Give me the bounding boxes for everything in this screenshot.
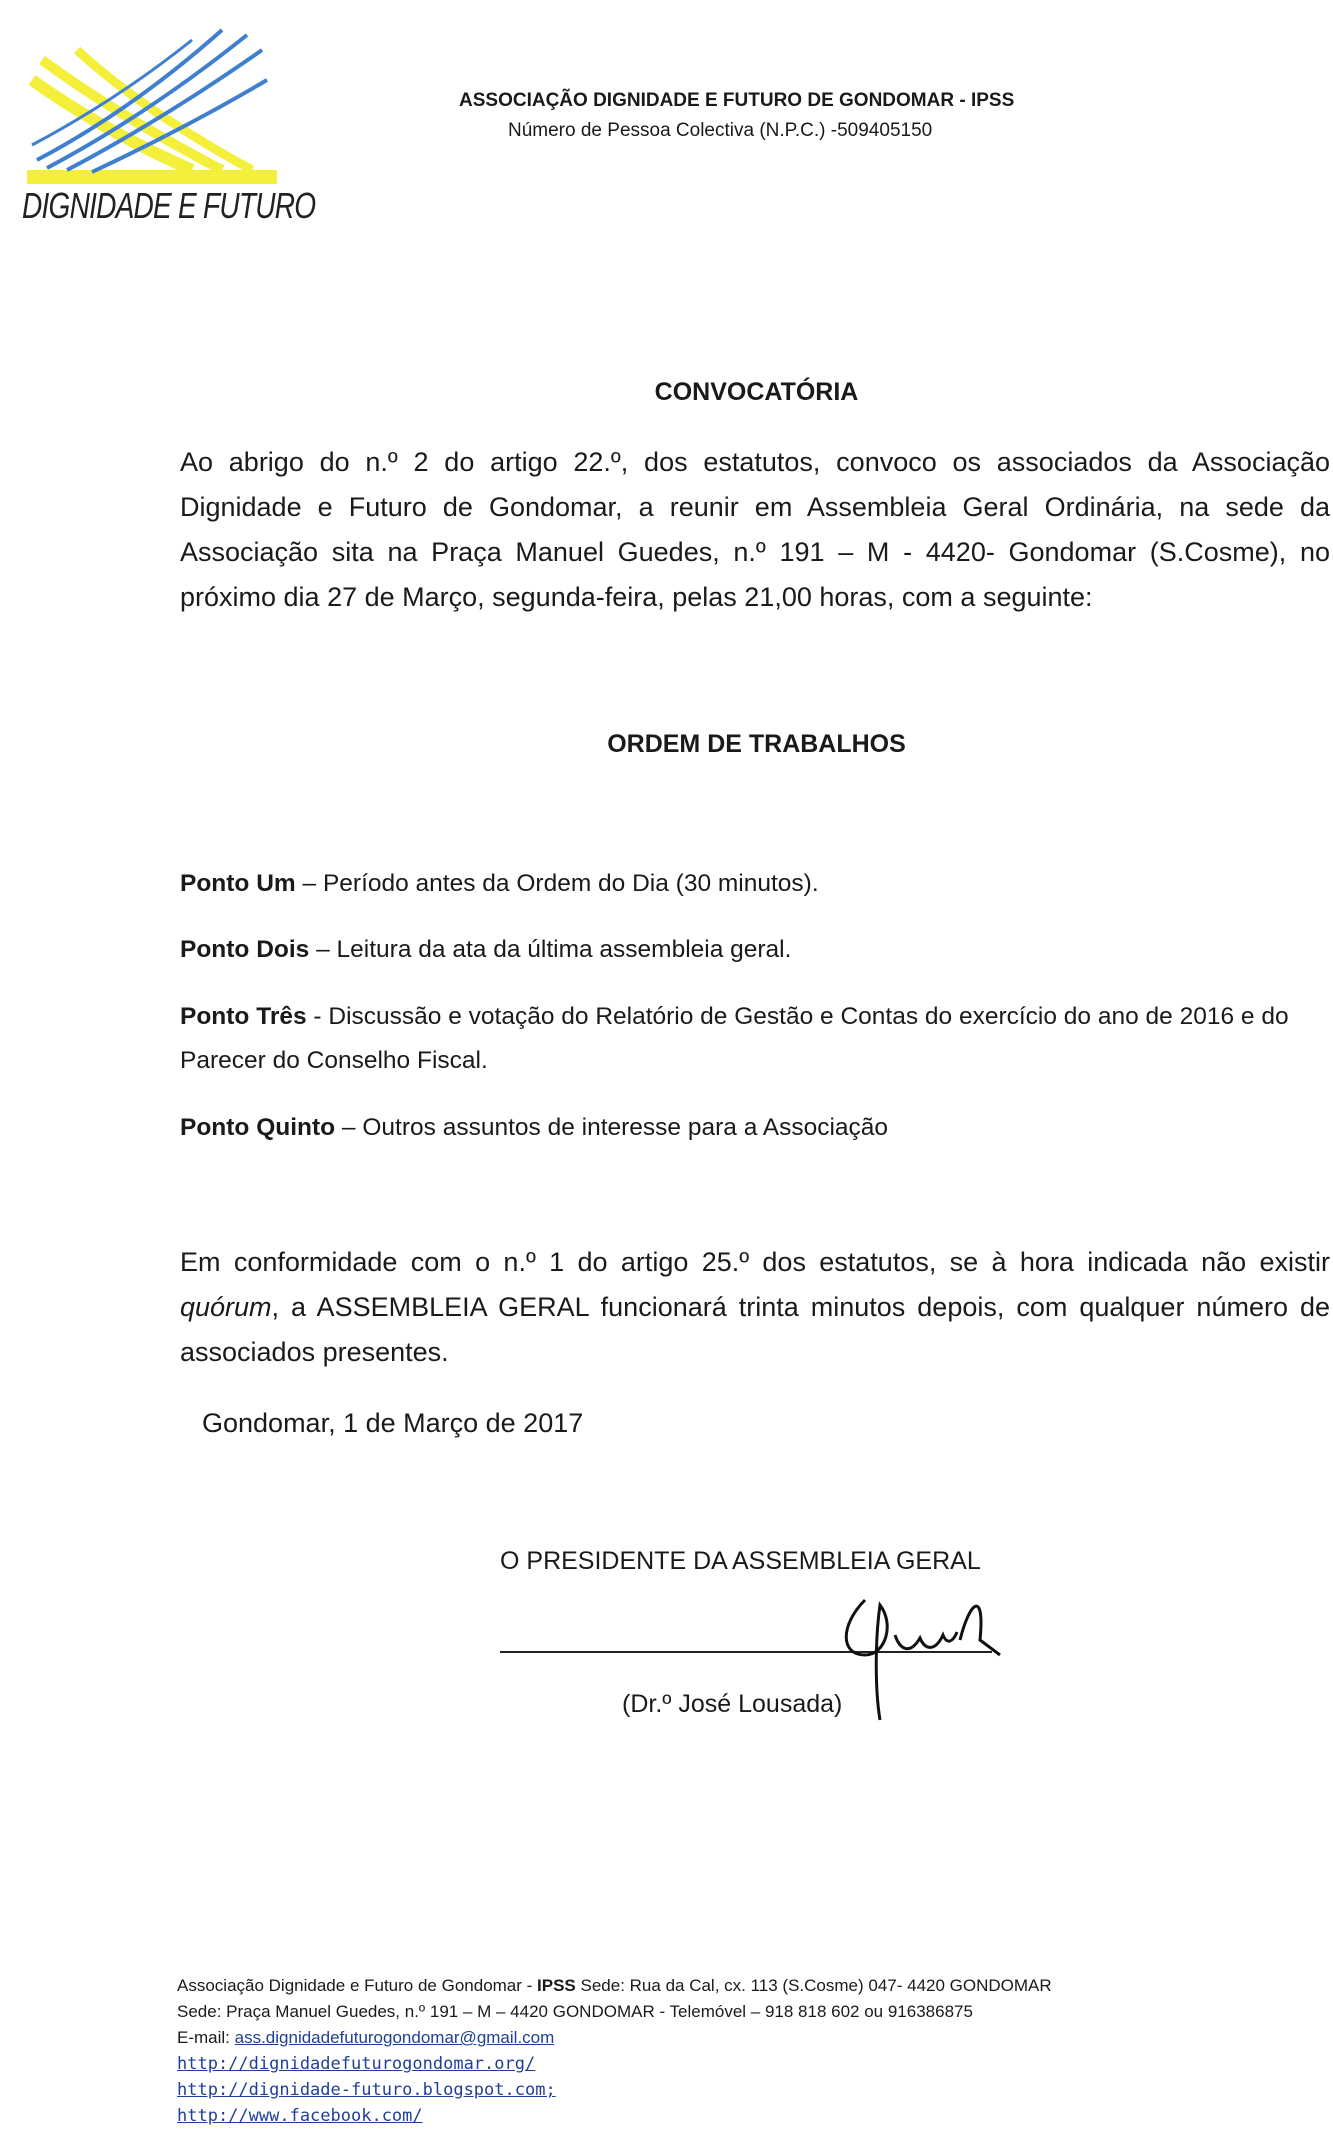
- convocatoria-title: CONVOCATÓRIA: [654, 378, 859, 406]
- organization-npc: Número de Pessoa Colectiva (N.P.C.) -509405150: [508, 120, 933, 141]
- website-link[interactable]: http://dignidadefuturogondomar.org/: [177, 2054, 536, 2074]
- footer-url1-line: [177, 2051, 535, 2077]
- agenda-item: [180, 995, 1330, 1083]
- signature-icon: [835, 1580, 1015, 1730]
- agenda-item-sep: –: [309, 936, 337, 963]
- agenda-item: [180, 1106, 1330, 1150]
- agenda-item-sep: –: [335, 1114, 363, 1141]
- organization-name: ASSOCIAÇÃO DIGNIDADE E FUTURO DE GONDOMAR - IPSS: [459, 90, 1015, 111]
- footer-email-label: E-mail:: [177, 2028, 235, 2047]
- logo-text: DIGNIDADE E FUTURO: [22, 185, 316, 226]
- blog-link[interactable]: http://dignidade-futuro.blogspot.com: [177, 2080, 546, 2100]
- agenda-item-text: Outros assuntos de interesse para a Associação: [362, 1114, 889, 1141]
- footer-url3-line: [177, 2103, 423, 2129]
- agenda-item-label: Ponto Três: [180, 1003, 307, 1030]
- footer-sede1: Sede: Rua da Cal, cx. 113 (S.Cosme) 047- 4420 GONDOMAR: [575, 1976, 1052, 1995]
- footer-address-line2: Sede: Praça Manuel Guedes, n.º 191 – M – 4420 GONDOMAR - Telemóvel – 918 818 602 ou 916386875: [177, 2002, 973, 2021]
- agenda-item: [180, 928, 1330, 972]
- agenda-item: [180, 862, 1330, 906]
- footer-org: Associação Dignidade e Futuro de Gondomar -: [177, 1976, 538, 1995]
- logo-icon: [22, 20, 282, 195]
- quorum-paragraph: [180, 1240, 1330, 1375]
- footer-ipss: IPSS: [537, 1976, 576, 1995]
- agenda-item-sep: -: [306, 1003, 329, 1030]
- agenda-item-text: Período antes da Ordem do Dia (30 minutos).: [322, 870, 819, 897]
- blog-link-suffix: ;: [545, 2080, 556, 2100]
- convocatoria-body: Ao abrigo do n.º 2 do artigo 22.º, dos estatutos, convoco os associados da Associação Dignidade e Futuro de Gondomar, a reunir em Assembleia Geral Ordinária, na sede da Associação sita na Praça Manuel Guedes, n.º 191 – M - 4420- Gondomar (S.Cosme), no próximo dia 27 de Março, segunda-feira, pelas 21,00 horas, com a seguinte:: [180, 447, 1330, 612]
- footer-email-line: [177, 2025, 554, 2051]
- quorum-text-before: Em conformidade com o n.º 1 do artigo 25.º dos estatutos, se à hora indicada não existir: [180, 1247, 1330, 1277]
- place-date: Gondomar, 1 de Março de 2017: [202, 1408, 584, 1438]
- footer-url2-line: [177, 2077, 556, 2103]
- president-name: (Dr.º José Lousada): [622, 1690, 843, 1718]
- agenda-item-label: Ponto Quinto: [180, 1114, 336, 1141]
- agenda-item-text: Discussão e votação do Relatório de Gestão e Contas do exercício do ano de 2016 e do Parecer do Conselho Fiscal.: [180, 1003, 1289, 1074]
- president-title: O PRESIDENTE DA ASSEMBLEIA GERAL: [500, 1547, 981, 1575]
- agenda-item-label: Ponto Um: [180, 870, 296, 897]
- facebook-link[interactable]: http://www.facebook.com/: [177, 2106, 423, 2126]
- footer-address-line1: [177, 1973, 1052, 1999]
- agenda-item-sep: –: [295, 870, 323, 897]
- agenda-item-text: Leitura da ata da última assembleia geral.: [336, 936, 792, 963]
- quorum-text-after: , a ASSEMBLEIA GERAL funcionará trinta minutos depois, com qualquer número de associados presentes.: [180, 1292, 1330, 1367]
- quorum-italic: quórum: [180, 1292, 272, 1322]
- email-link[interactable]: ass.dignidadefuturogondomar@gmail.com: [234, 2028, 555, 2047]
- ordem-title: ORDEM DE TRABALHOS: [607, 730, 906, 758]
- agenda-item-label: Ponto Dois: [180, 936, 310, 963]
